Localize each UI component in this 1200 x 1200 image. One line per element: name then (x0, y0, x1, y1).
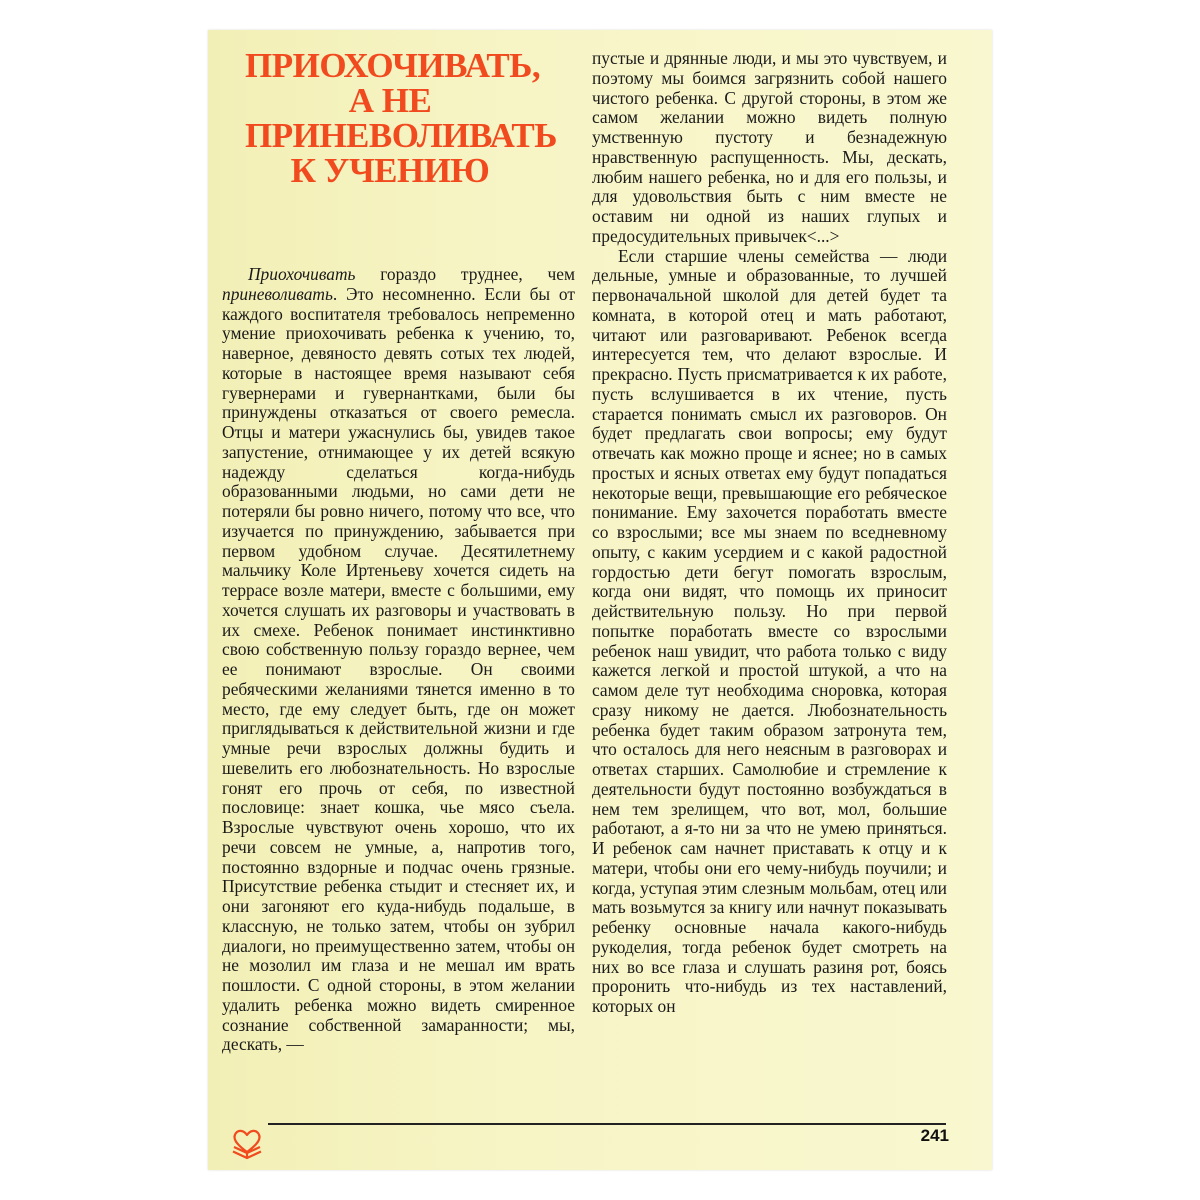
title-line-2: А НЕ (348, 81, 432, 120)
right-column (592, 49, 947, 1017)
left-column (222, 265, 575, 1055)
title-line-3: ПРИНЕВОЛИВАТЬ (245, 116, 557, 155)
term-prinevolivat: приневоливать (222, 283, 333, 304)
page-number: 241 (920, 1126, 949, 1145)
footer-rule (268, 1123, 946, 1125)
left-paragraph: Приохочивать гораздо труднее, чем приневоливать. Это несомненно. Если бы от каждого воспитателя требовалось непременно умение приохочивать ребенка к учению, то, наверное, девяносто девять сотых тех людей, которые в настоящее время называют себя гувернерами и гувернантками, были бы принуждены отказаться от своего ремесла. Отцы и матери ужаснулись бы, увидев такое запустение, отнимающее у их детей всякую надежду сделаться когда-нибудь образованными людьми, но сами дети не потеряли бы ровно ничего, потому что все, что изучается по принуждению, забывается при первом удобном случае. Десятилетнему мальчику Коле Иртеньеву хочется сидеть на террасе возле матери, вместе с большими, ему хочется слушать их разговоры и участвовать в их смехе. Ребенок понимает инстинктивно свою собственную пользу гораздо вернее, чем ее понимают взрослые. Он своими ребяческими желаниями тянется именно в то место, где ему следует быть, где он может приглядываться к действительной жизни и где умные речи взрослых должны будить и шевелить его любознательность. Но взрослые гонят его прочь от себя, по известной пословице: знает кошка, чье мясо съела. Взрослые чувствуют очень хорошо, что их речи совсем не умные, а, напротив того, постоянно вздорные и подчас очень грязные. Присутствие ребенка стыдит и стесняет их, и они загоняют его куда-нибудь подальше, в классную, не только затем, чтобы он зубрил диалоги, но преимущественно затем, чтобы он не мозолил им глаза и не мешал им врать пошлости. С одной стороны, в этом желании удалить ребенка можно видеть смиренное сознание собственной замаранности; мы, дескать, — (222, 264, 575, 1055)
right-paragraph-1: пустые и дрянные люди, и мы это чувствуем, и поэтому мы боимся загрязнить собой нашего чистого ребенка. С другой стороны, в этом же самом желании можно видеть полную умственную пустоту и безнадежную нравственную распущенность. Мы, дескать, любим нашего ребенка, но и для его пользы, и для удовольствия быть с ним вместе не оставим ни одной из наших глупых и предосудительных привычек<...> (592, 48, 947, 246)
article-title (245, 46, 557, 190)
right-paragraph-2: Если старшие члены семейства — люди дельные, умные и образованные, то лучшей первоначальной школой для детей будет та комната, в которой отец и мать работают, читают или разговаривают. Ребенок всегда интересуется тем, что делают взрослые. И прекрасно. Пусть присматривается к их работе, пусть вслушивается в их чтение, пусть старается понимать смысл их разговоров. Он будет предлагать свои вопросы; ему будут отвечать как можно проще и яснее; но в самых простых и ясных ответах ему будут попадаться некоторые вещи, превышающие его ребяческое понимание. Ему захочется поработать вместе со взрослыми; все мы знаем по вседневному опыту, с каким усердием и с какой радостной гордостью дети бегут помогать взрослым, когда они видят, что помощь их приносит действительную пользу. Но при первой попытке поработать вместе со взрослыми ребенок наш увидит, что работа только с виду кажется легкой и простой штукой, а что на самом деле тут необходима сноровка, которая сразу никому не дается. Любознательность ребенка будет таким образом затронута тем, что осталось для него неясным в разговорах и ответах старших. Самолюбие и стремление к деятельности будут постоянно возбуждаться в нем тем зрелищем, что вот, мол, большие работают, а я-то ни за что не умею приняться. И ребенок сам начнет приставать к отцу и к матери, чтобы они его чему-нибудь поучили; и когда, уступая этим слезным мольбам, отец или мать возьмутся за книгу или начнут показывать ребенку основные начала какого-нибудь рукоделия, тогда ребенок будет смотреть на них во все глаза и слушать разиня рот, боясь проронить что-нибудь из тех наставлений, которых он (592, 245, 947, 1016)
book-heart-emblem-icon (227, 1122, 267, 1162)
title-line-1: ПРИОХОЧИВАТЬ, (245, 46, 541, 85)
term-prioxochivat: Приохочивать (248, 264, 356, 284)
title-line-4: К УЧЕНИЮ (290, 151, 490, 190)
